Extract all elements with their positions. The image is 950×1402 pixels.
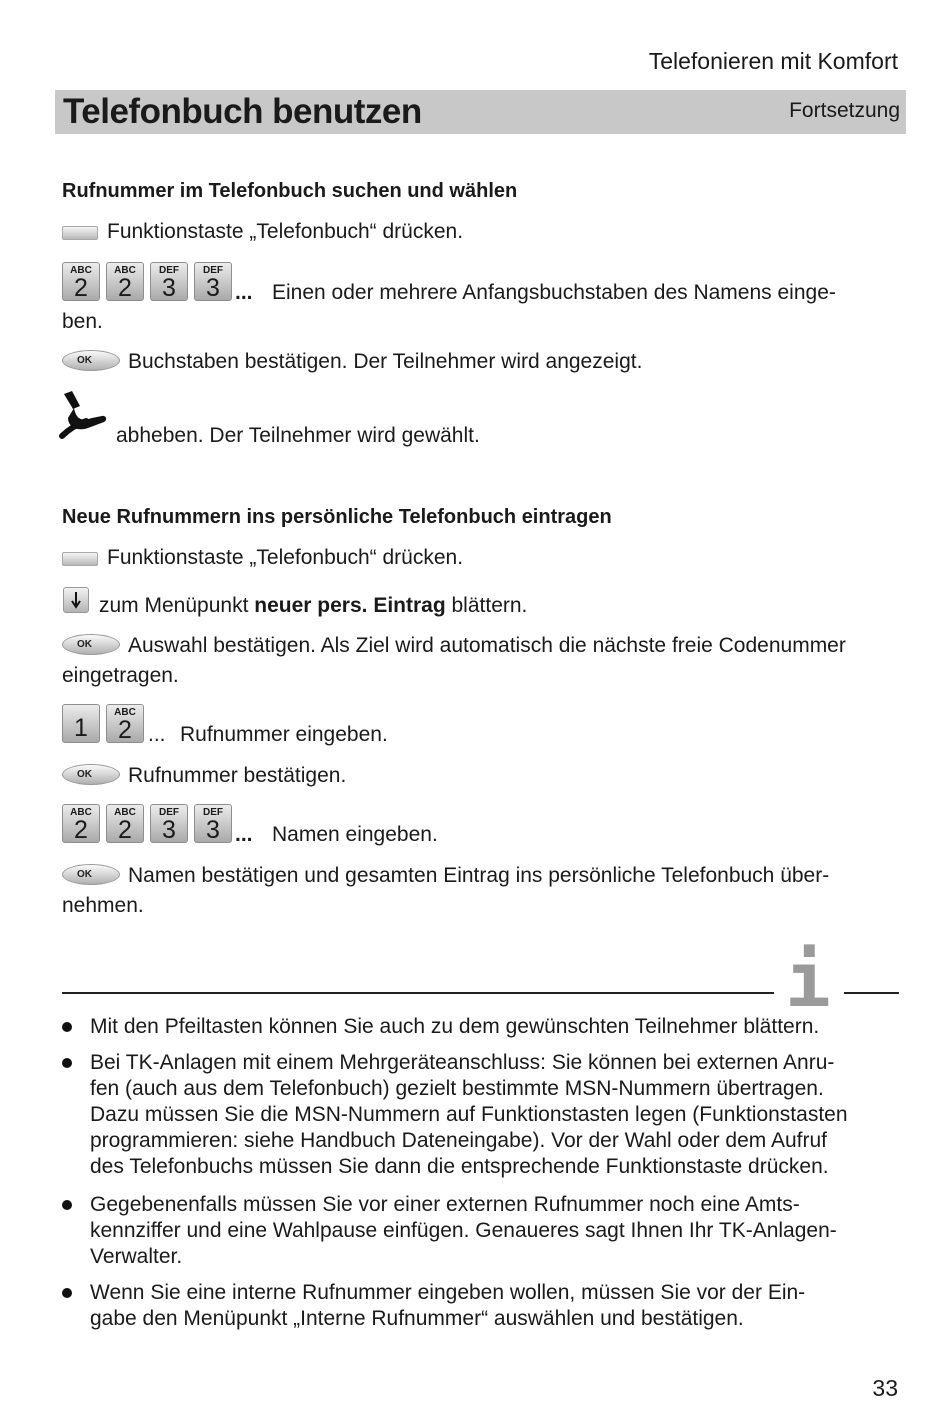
info-note: Gegebenenfalls müssen Sie vor einer externen Rufnummer noch eine Amts- kennziffer und eine Wahlpause einfügen. Genaueres sagt Ihnen Ihr TK-Anlagen- Verwalter. (90, 1193, 837, 1268)
bullet-icon (62, 1288, 72, 1298)
digit-key-icon: ABC 2 (106, 704, 144, 743)
section1-step1: Funktionstaste „Telefonbuch“ drücken. (107, 220, 464, 243)
function-key-icon (62, 552, 98, 566)
section2-heading: Neue Rufnummern ins persönliche Telefonbuch eintragen (62, 506, 612, 528)
info-note: Wenn Sie eine interne Rufnummer eingeben wollen, müssen Sie vor der Ein- gabe den Menüpunkt „Interne Rufnummer“ auswählen und bestätigen. (90, 1281, 806, 1330)
section2-step1: Funktionstaste „Telefonbuch“ drücken. (107, 546, 464, 569)
ellipsis: ... (235, 823, 253, 846)
digit-key-icon: ABC 2 (106, 262, 144, 301)
section2-step7-line1: Namen bestätigen und gesamten Eintrag ins persönliche Telefonbuch über- (128, 864, 830, 887)
section1-step2-line1: Einen oder mehrere Anfangsbuchstaben des Namens einge- (272, 281, 836, 304)
section2-step3-line2: eingetragen. (62, 664, 179, 687)
title-bar (55, 90, 906, 134)
ok-key-icon: OK (62, 634, 120, 655)
ok-key-icon: OK (62, 764, 120, 785)
digit-key-icon: ABC 2 (62, 804, 100, 843)
section1-step3: Buchstaben bestätigen. Der Teilnehmer wird angezeigt. (128, 350, 643, 373)
section2-step6: Namen eingeben. (272, 823, 438, 846)
bullet-icon (62, 1200, 72, 1210)
page-number: 33 (872, 1375, 898, 1401)
ok-key-icon: OK (62, 350, 120, 371)
section2-step3-line1: Auswahl bestätigen. Als Ziel wird automatisch die nächste freie Codenummer (128, 634, 846, 657)
section2-step5: Rufnummer bestätigen. (128, 764, 347, 787)
ellipsis: ... (148, 723, 166, 746)
section1-step4: abheben. Der Teilnehmer wird gewählt. (116, 424, 480, 447)
info-note: Bei TK-Anlagen mit einem Mehrgeräteanschluss: Sie können bei externen Anru- fen (auch aus dem Telefonbuch) gezielt bestimmte MSN-Nummern übertragen. Dazu müssen Sie die MSN-Nummern auf Funktionstasten legen (Funktionstasten programmieren: siehe Handbuch Dateneingabe). Vor der Wahl oder dem Aufruf des Telefonbuchs müssen Sie dann die entsprechende Funktionstaste drücken. (90, 1051, 848, 1178)
continued-label: Fortsetzung (789, 99, 900, 122)
section2-step2: zum Menüpunkt neuer pers. Eintrag blättern. (99, 594, 528, 617)
bullet-icon (62, 1022, 72, 1032)
ok-key-icon: OK (62, 864, 120, 885)
bullet-icon (62, 1058, 72, 1068)
digit-key-icon: DEF 3 (194, 804, 232, 843)
function-key-icon (62, 226, 98, 240)
info-divider-right (844, 992, 899, 994)
info-icon: i (785, 935, 831, 1024)
info-note: Mit den Pfeiltasten können Sie auch zu dem gewünschten Teilnehmer blättern. (90, 1015, 820, 1038)
digit-key-icon: ABC 2 (62, 262, 100, 301)
ellipsis: ... (235, 281, 253, 304)
chapter-title: Telefonieren mit Komfort (648, 48, 898, 74)
handset-lift-icon (58, 388, 110, 442)
section1-heading: Rufnummer im Telefonbuch suchen und wählen (62, 180, 518, 202)
arrow-down-key-icon (63, 587, 89, 613)
digit-key-icon: DEF 3 (150, 262, 188, 301)
info-divider-left (62, 992, 774, 994)
section1-step2-line2: ben. (62, 310, 103, 333)
digit-key-icon: ABC 2 (106, 804, 144, 843)
section2-step4: Rufnummer eingeben. (180, 723, 388, 746)
digit-key-icon: 1 (62, 704, 100, 743)
digit-key-icon: DEF 3 (150, 804, 188, 843)
arrow-down-icon (64, 588, 88, 612)
page-title: Telefonbuch benutzen (63, 92, 422, 131)
section2-step7-line2: nehmen. (62, 894, 144, 917)
digit-key-icon: DEF 3 (194, 262, 232, 301)
